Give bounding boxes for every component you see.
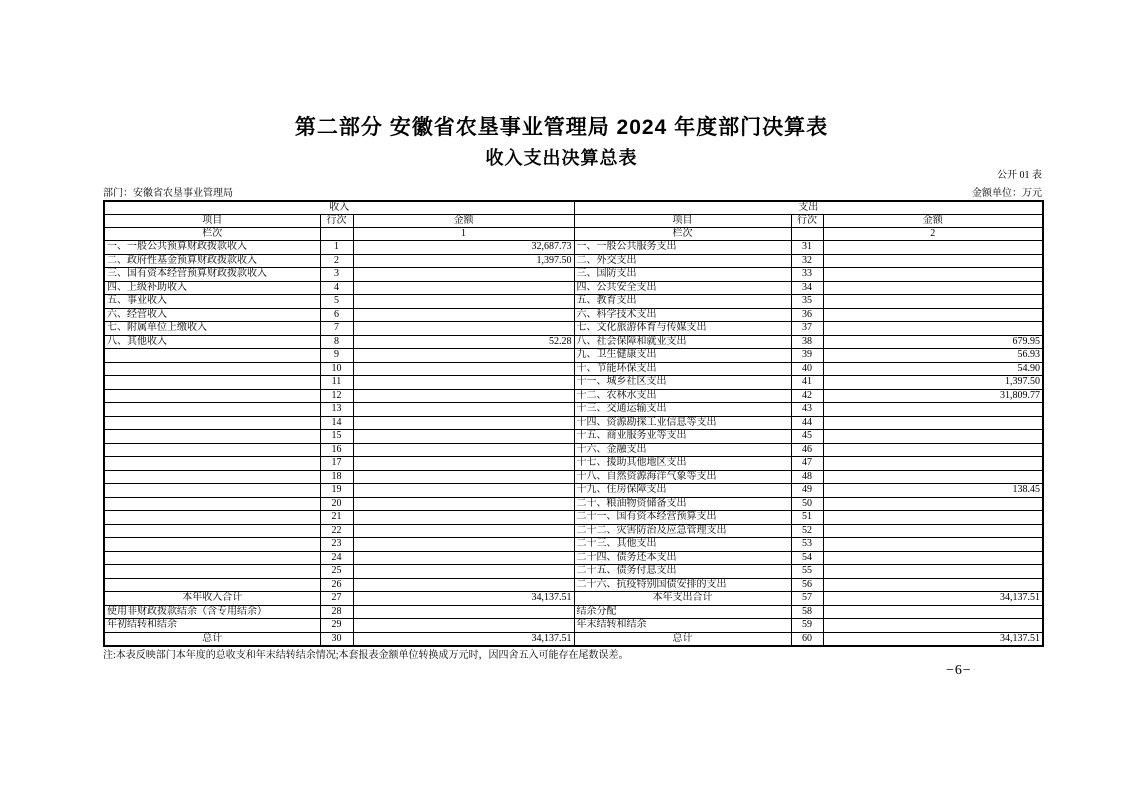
page-title: 第二部分 安徽省农垦事业管理局 2024 年度部门决算表 <box>294 116 829 139</box>
expense-item-cell: 二十二、灾害防治及应急管理支出 <box>574 524 791 538</box>
expense-item-cell: 二十五、债务付息支出 <box>574 565 791 579</box>
income-amount-cell <box>353 376 574 390</box>
income-line-cell: 13 <box>320 403 353 417</box>
table-row <box>104 430 1043 444</box>
income-amount-cell <box>353 281 574 295</box>
expense-item-cell: 十九、住房保障支出 <box>574 484 791 498</box>
expense-line-cell: 58 <box>791 605 823 619</box>
expense-line-cell: 43 <box>791 403 823 417</box>
expense-item-cell: 十、节能环保支出 <box>574 362 791 376</box>
expense-amount-cell <box>823 551 1043 565</box>
income-item-cell: 五、事业收入 <box>104 295 320 309</box>
income-amount-cell <box>353 470 574 484</box>
income-item-cell: 本年收入合计 <box>104 592 320 606</box>
expense-amount-cell <box>823 443 1043 457</box>
expense-column-number: 2 <box>823 228 1043 241</box>
expense-amount-cell <box>823 268 1043 282</box>
income-item-cell <box>104 551 320 565</box>
table-row <box>104 605 1043 619</box>
income-item-cell <box>104 457 320 471</box>
expense-amount-cell <box>823 578 1043 592</box>
income-line-cell: 16 <box>320 443 353 457</box>
expense-amount-cell <box>823 605 1043 619</box>
income-line-cell: 29 <box>320 619 353 633</box>
expense-amount-cell: 1,397.50 <box>823 376 1043 390</box>
expense-amount-cell <box>823 416 1043 430</box>
expense-amount-cell <box>823 308 1043 322</box>
page-number: −6− <box>946 663 972 678</box>
income-line-cell: 27 <box>320 592 353 606</box>
income-item-cell <box>104 443 320 457</box>
expense-item-cell: 二十三、其他支出 <box>574 538 791 552</box>
table-row <box>104 322 1043 336</box>
expense-amount-cell: 138.45 <box>823 484 1043 498</box>
table-row <box>104 443 1043 457</box>
income-item-cell: 一、一般公共预算财政拨款收入 <box>104 241 320 255</box>
table-row <box>104 497 1043 511</box>
expense-item-header: 项目 <box>574 215 791 228</box>
income-item-cell: 六、经营收入 <box>104 308 320 322</box>
expense-line-cell: 53 <box>791 538 823 552</box>
table-row <box>104 632 1043 646</box>
table-row <box>104 592 1043 606</box>
income-amount-cell <box>353 349 574 363</box>
table-row <box>104 335 1043 349</box>
expense-amount-cell: 31,809.77 <box>823 389 1043 403</box>
expense-item-cell: 年末结转和结余 <box>574 619 791 633</box>
income-item-cell: 八、其他收入 <box>104 335 320 349</box>
income-amount-cell <box>353 457 574 471</box>
expense-amount-cell <box>823 322 1043 336</box>
income-column-number: 1 <box>353 228 574 241</box>
expense-line-cell: 50 <box>791 497 823 511</box>
income-line-cell: 14 <box>320 416 353 430</box>
expense-lanci-blank <box>791 228 823 241</box>
income-line-cell: 6 <box>320 308 353 322</box>
table-row <box>104 362 1043 376</box>
expense-item-cell: 五、教育支出 <box>574 295 791 309</box>
expense-line-cell: 36 <box>791 308 823 322</box>
expense-group-header: 支出 <box>574 201 1043 215</box>
expense-item-cell: 九、卫生健康支出 <box>574 349 791 363</box>
income-line-cell: 4 <box>320 281 353 295</box>
expense-line-cell: 42 <box>791 389 823 403</box>
income-line-cell: 23 <box>320 538 353 552</box>
income-line-cell: 26 <box>320 578 353 592</box>
income-line-header: 行次 <box>320 215 353 228</box>
income-item-cell <box>104 403 320 417</box>
income-line-cell: 8 <box>320 335 353 349</box>
expense-line-cell: 45 <box>791 430 823 444</box>
income-line-cell: 9 <box>320 349 353 363</box>
expense-line-header: 行次 <box>791 215 823 228</box>
income-item-cell <box>104 362 320 376</box>
table-row <box>104 511 1043 525</box>
expense-item-cell: 十六、金融支出 <box>574 443 791 457</box>
table-row <box>104 578 1043 592</box>
income-item-cell <box>104 430 320 444</box>
expense-item-cell: 二十、粮油物资储备支出 <box>574 497 791 511</box>
income-amount-cell <box>353 362 574 376</box>
expense-item-cell: 十八、自然资源海洋气象等支出 <box>574 470 791 484</box>
income-line-cell: 19 <box>320 484 353 498</box>
expense-line-cell: 52 <box>791 524 823 538</box>
income-amount-cell <box>353 605 574 619</box>
income-amount-cell <box>353 389 574 403</box>
income-line-cell: 7 <box>320 322 353 336</box>
income-amount-cell <box>353 538 574 552</box>
table-row <box>104 524 1043 538</box>
column-index-row <box>104 228 1043 241</box>
income-amount-cell <box>353 565 574 579</box>
income-lanci-label: 栏次 <box>104 228 320 241</box>
income-item-cell <box>104 484 320 498</box>
income-line-cell: 22 <box>320 524 353 538</box>
expense-amount-cell <box>823 295 1043 309</box>
expense-line-cell: 32 <box>791 254 823 268</box>
amount-unit-label: 金额单位：万元 <box>972 188 1042 199</box>
expense-line-cell: 56 <box>791 578 823 592</box>
table-row <box>104 565 1043 579</box>
expense-amount-cell: 54.90 <box>823 362 1043 376</box>
income-amount-cell <box>353 524 574 538</box>
income-amount-cell <box>353 484 574 498</box>
income-line-cell: 1 <box>320 241 353 255</box>
income-line-cell: 3 <box>320 268 353 282</box>
table-row <box>104 295 1043 309</box>
income-item-cell: 二、政府性基金预算财政拨款收入 <box>104 254 320 268</box>
table-row <box>104 538 1043 552</box>
expense-amount-cell <box>823 538 1043 552</box>
expense-line-cell: 44 <box>791 416 823 430</box>
expense-amount-cell: 34,137.51 <box>823 592 1043 606</box>
income-amount-cell <box>353 551 574 565</box>
expense-item-cell: 结余分配 <box>574 605 791 619</box>
expense-line-cell: 46 <box>791 443 823 457</box>
expense-line-cell: 51 <box>791 511 823 525</box>
expense-item-cell: 二十四、债务还本支出 <box>574 551 791 565</box>
expense-line-cell: 41 <box>791 376 823 390</box>
table-row <box>104 281 1043 295</box>
expense-amount-cell <box>823 565 1043 579</box>
footnote: 注:本表反映部门本年度的总收支和年末结转结余情况;本套报表金额单位转换成万元时，因四舍五入可能存在尾数误差。 <box>103 650 629 661</box>
income-line-cell: 24 <box>320 551 353 565</box>
expense-item-cell: 四、公共安全支出 <box>574 281 791 295</box>
expense-line-cell: 38 <box>791 335 823 349</box>
income-line-cell: 30 <box>320 632 353 646</box>
expense-item-cell: 一、一般公共服务支出 <box>574 241 791 255</box>
income-line-cell: 18 <box>320 470 353 484</box>
income-amount-cell <box>353 322 574 336</box>
expense-item-cell: 二十一、国有资本经营预算支出 <box>574 511 791 525</box>
expense-amount-cell <box>823 470 1043 484</box>
income-item-cell: 三、国有资本经营预算财政拨款收入 <box>104 268 320 282</box>
expense-item-cell: 十一、城乡社区支出 <box>574 376 791 390</box>
income-line-cell: 11 <box>320 376 353 390</box>
expense-item-cell: 三、国防支出 <box>574 268 791 282</box>
income-item-cell: 年初结转和结余 <box>104 619 320 633</box>
expense-line-cell: 35 <box>791 295 823 309</box>
expense-item-cell: 十二、农林水支出 <box>574 389 791 403</box>
income-line-cell: 5 <box>320 295 353 309</box>
income-group-header: 收入 <box>104 201 574 215</box>
expense-line-cell: 39 <box>791 349 823 363</box>
expense-amount-cell <box>823 619 1043 633</box>
income-amount-cell <box>353 403 574 417</box>
table-row <box>104 619 1043 633</box>
income-item-cell: 总计 <box>104 632 320 646</box>
expense-item-cell: 十七、援助其他地区支出 <box>574 457 791 471</box>
income-lanci-blank <box>320 228 353 241</box>
form-code-label: 公开 01 表 <box>997 170 1042 181</box>
expense-lanci-label: 栏次 <box>574 228 791 241</box>
expense-line-cell: 54 <box>791 551 823 565</box>
expense-line-cell: 59 <box>791 619 823 633</box>
group-header-row <box>104 201 1043 215</box>
expense-item-cell: 本年支出合计 <box>574 592 791 606</box>
income-amount-cell: 1,397.50 <box>353 254 574 268</box>
income-amount-cell: 52.28 <box>353 335 574 349</box>
income-amount-cell <box>353 497 574 511</box>
expense-line-cell: 55 <box>791 565 823 579</box>
expense-item-cell: 二、外交支出 <box>574 254 791 268</box>
income-item-cell <box>104 376 320 390</box>
table-row <box>104 308 1043 322</box>
income-amount-cell <box>353 430 574 444</box>
table-row <box>104 376 1043 390</box>
table-title: 收入支出决算总表 <box>485 148 638 168</box>
income-item-cell <box>104 416 320 430</box>
expense-amount-cell <box>823 430 1043 444</box>
expense-line-cell: 33 <box>791 268 823 282</box>
expense-line-cell: 57 <box>791 592 823 606</box>
table-row <box>104 484 1043 498</box>
income-item-cell <box>104 565 320 579</box>
income-item-cell <box>104 470 320 484</box>
income-amount-cell <box>353 268 574 282</box>
income-amount-cell <box>353 619 574 633</box>
income-line-cell: 17 <box>320 457 353 471</box>
income-amount-cell <box>353 308 574 322</box>
income-item-cell <box>104 389 320 403</box>
income-amount-cell <box>353 443 574 457</box>
income-line-cell: 25 <box>320 565 353 579</box>
table-row <box>104 268 1043 282</box>
expense-line-cell: 40 <box>791 362 823 376</box>
income-item-cell <box>104 538 320 552</box>
income-amount-cell: 32,687.73 <box>353 241 574 255</box>
table-row <box>104 470 1043 484</box>
table-row <box>104 349 1043 363</box>
income-amount-cell <box>353 416 574 430</box>
income-item-header: 项目 <box>104 215 320 228</box>
expense-amount-cell <box>823 511 1043 525</box>
income-line-cell: 2 <box>320 254 353 268</box>
expense-amount-cell <box>823 281 1043 295</box>
income-amount-cell <box>353 578 574 592</box>
table-row <box>104 241 1043 255</box>
income-amount-cell <box>353 511 574 525</box>
income-amount-header: 金额 <box>353 215 574 228</box>
expense-line-cell: 47 <box>791 457 823 471</box>
income-amount-cell: 34,137.51 <box>353 632 574 646</box>
expense-item-cell: 六、科学技术支出 <box>574 308 791 322</box>
expense-amount-cell <box>823 524 1043 538</box>
expense-amount-cell <box>823 241 1043 255</box>
table-body <box>104 241 1043 646</box>
expense-item-cell: 总计 <box>574 632 791 646</box>
expense-amount-cell: 679.95 <box>823 335 1043 349</box>
table-row <box>104 389 1043 403</box>
income-line-cell: 15 <box>320 430 353 444</box>
expense-amount-cell <box>823 254 1043 268</box>
income-line-cell: 20 <box>320 497 353 511</box>
table-row <box>104 416 1043 430</box>
expense-line-cell: 60 <box>791 632 823 646</box>
income-item-cell <box>104 578 320 592</box>
income-item-cell <box>104 497 320 511</box>
table-row <box>104 457 1043 471</box>
expense-line-cell: 37 <box>791 322 823 336</box>
expense-amount-cell: 34,137.51 <box>823 632 1043 646</box>
expense-amount-header: 金额 <box>823 215 1043 228</box>
income-line-cell: 21 <box>320 511 353 525</box>
expense-amount-cell <box>823 403 1043 417</box>
income-item-cell: 使用非财政拨款结余（含专用结余） <box>104 605 320 619</box>
income-amount-cell: 34,137.51 <box>353 592 574 606</box>
expense-item-cell: 二十六、抗疫特别国债安排的支出 <box>574 578 791 592</box>
income-line-cell: 28 <box>320 605 353 619</box>
expense-line-cell: 31 <box>791 241 823 255</box>
expense-amount-cell <box>823 497 1043 511</box>
income-item-cell <box>104 511 320 525</box>
table-row <box>104 254 1043 268</box>
revenue-expenditure-table <box>103 200 1044 647</box>
expense-line-cell: 48 <box>791 470 823 484</box>
expense-amount-cell <box>823 457 1043 471</box>
income-item-cell <box>104 349 320 363</box>
income-item-cell: 七、附属单位上缴收入 <box>104 322 320 336</box>
expense-item-cell: 十四、资源勘探工业信息等支出 <box>574 416 791 430</box>
table-row <box>104 551 1043 565</box>
income-amount-cell <box>353 295 574 309</box>
income-line-cell: 12 <box>320 389 353 403</box>
expense-item-cell: 八、社会保障和就业支出 <box>574 335 791 349</box>
income-item-cell <box>104 524 320 538</box>
expense-item-cell: 七、文化旅游体育与传媒支出 <box>574 322 791 336</box>
column-header-row <box>104 215 1043 228</box>
expense-amount-cell: 56.93 <box>823 349 1043 363</box>
table-row <box>104 403 1043 417</box>
income-line-cell: 10 <box>320 362 353 376</box>
expense-line-cell: 49 <box>791 484 823 498</box>
income-item-cell: 四、上级补助收入 <box>104 281 320 295</box>
expense-line-cell: 34 <box>791 281 823 295</box>
department-label: 部门：安徽省农垦事业管理局 <box>103 188 233 199</box>
expense-item-cell: 十三、交通运输支出 <box>574 403 791 417</box>
expense-item-cell: 十五、商业服务业等支出 <box>574 430 791 444</box>
